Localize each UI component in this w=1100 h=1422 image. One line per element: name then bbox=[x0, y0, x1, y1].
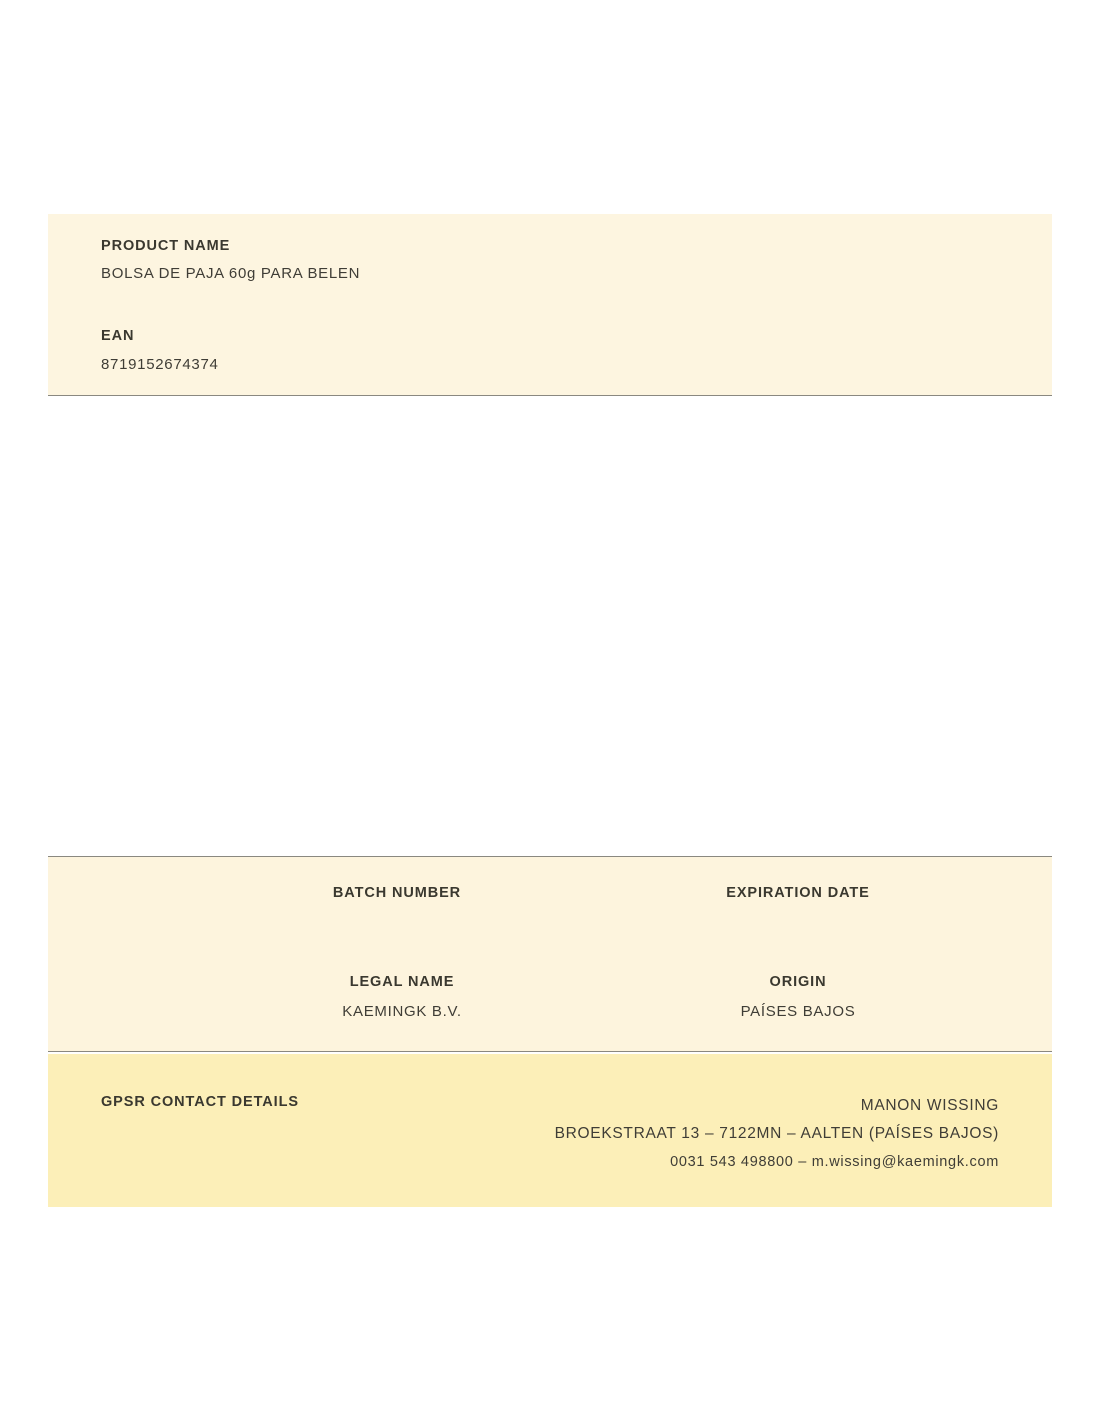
blank-content-area bbox=[48, 396, 1052, 856]
legal-name-value: KAEMINGK B.V. bbox=[342, 1003, 462, 1020]
product-name-label: PRODUCT NAME bbox=[101, 238, 231, 254]
batch-number-label: BATCH NUMBER bbox=[332, 885, 462, 901]
gpsr-contact-phone-email: 0031 543 498800 – m.wissing@kaemingk.com bbox=[670, 1154, 999, 1170]
origin-label: ORIGIN bbox=[769, 974, 827, 990]
product-info-block bbox=[48, 214, 1052, 396]
gpsr-contact-address: BROEKSTRAAT 13 – 7122MN – AALTEN (PAÍSES BAJOS) bbox=[554, 1125, 999, 1142]
expiration-date-label: EXPIRATION DATE bbox=[726, 885, 870, 901]
origin-value: PAÍSES BAJOS bbox=[740, 1003, 856, 1020]
legal-name-label: LEGAL NAME bbox=[349, 974, 455, 990]
product-name-value: BOLSA DE PAJA 60g PARA BELEN bbox=[101, 265, 361, 282]
ean-value: 8719152674374 bbox=[101, 356, 219, 373]
gpsr-contact-block bbox=[48, 1054, 1052, 1207]
ean-label: EAN bbox=[101, 328, 135, 344]
gpsr-contact-lines bbox=[555, 1092, 999, 1176]
gpsr-contact-label: GPSR CONTACT DETAILS bbox=[101, 1094, 299, 1110]
gpsr-contact-name: MANON WISSING bbox=[860, 1097, 999, 1114]
batch-legal-block bbox=[48, 856, 1052, 1052]
